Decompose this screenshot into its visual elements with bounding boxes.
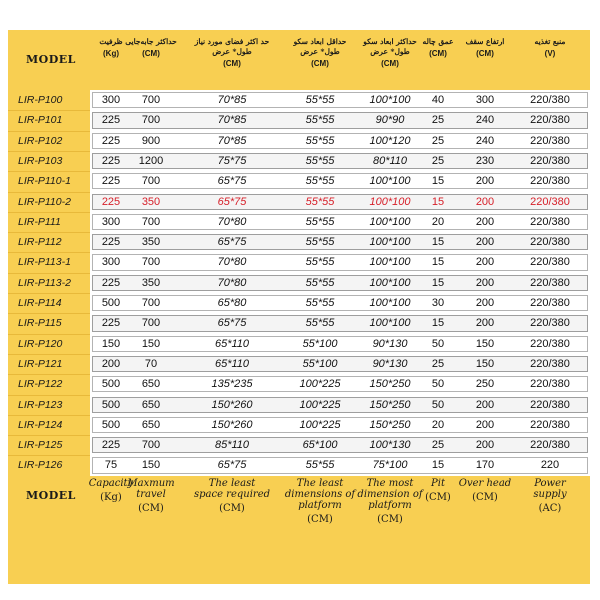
cell-max-platform: 90*130 xyxy=(372,357,408,370)
cell-power: 220/380 xyxy=(530,134,570,147)
cell-pit: 25 xyxy=(431,154,445,167)
model-name: LIR-P111 xyxy=(18,215,61,228)
cell-space: 65*80 xyxy=(217,297,247,309)
cell-capacity: 225 xyxy=(101,195,121,208)
table-row xyxy=(90,232,590,252)
cell-space: 70*85 xyxy=(217,114,247,127)
fa-header-col-6: عمق چاله (CM) xyxy=(422,37,454,58)
cell-space: 70*80 xyxy=(217,256,247,269)
cell-space: 65*75 xyxy=(217,175,247,188)
cell-overhead: 250 xyxy=(475,378,495,391)
model-name: LIR-P121 xyxy=(18,357,63,370)
cell-overhead: 170 xyxy=(475,459,495,472)
model-row-divider xyxy=(8,354,90,355)
model-row-divider xyxy=(8,273,90,274)
model-row-divider xyxy=(8,455,90,456)
model-row-divider xyxy=(8,395,90,396)
table-row xyxy=(90,354,590,374)
cell-pit: 25 xyxy=(431,357,445,370)
cell-pit: 20 xyxy=(431,418,445,431)
cell-pit: 15 xyxy=(431,276,445,289)
cell-space: 65*110 xyxy=(214,337,250,350)
cell-max-platform: 75*100 xyxy=(372,459,408,472)
model-name: LIR-P124 xyxy=(18,418,63,431)
cell-pit: 15 xyxy=(431,175,445,188)
cell-overhead: 200 xyxy=(475,297,495,309)
cell-capacity: 300 xyxy=(101,215,121,228)
table-row xyxy=(90,252,590,272)
cell-min-platform: 55*55 xyxy=(305,154,335,167)
en-header-col-8: Power supply (AC) xyxy=(533,478,567,514)
model-name: LIR-P110-2 xyxy=(18,195,71,208)
cell-capacity: 225 xyxy=(101,439,121,452)
cell-capacity: 300 xyxy=(101,94,121,106)
cell-travel: 650 xyxy=(141,418,161,431)
fa-header-col-3: حد اکثر فضای مورد نیاز طول* عرض (CM) xyxy=(194,37,270,68)
cell-capacity: 500 xyxy=(101,378,121,391)
fa-header-col-2: حداکثر جابه‌جایی (CM) xyxy=(125,37,177,58)
fa-header-col-7: ارتفاع سقف (CM) xyxy=(465,37,505,58)
cell-power: 220/380 xyxy=(530,154,570,167)
cell-overhead: 200 xyxy=(475,276,495,289)
cell-max-platform: 100*100 xyxy=(369,236,411,249)
cell-overhead: 200 xyxy=(475,256,495,269)
cell-capacity: 225 xyxy=(101,134,121,147)
cell-min-platform: 55*55 xyxy=(305,317,335,330)
fa-header-col-4: حداقل ابعاد سکو طول* عرض (CM) xyxy=(293,37,347,68)
cell-power: 220/380 xyxy=(530,357,570,370)
table-row xyxy=(90,90,590,110)
cell-travel: 150 xyxy=(141,459,161,472)
cell-space: 65*75 xyxy=(217,236,247,249)
en-header-col-4: The least dimensions of platform (CM) xyxy=(284,478,356,525)
cell-space: 65*75 xyxy=(217,195,247,208)
cell-space: 70*80 xyxy=(217,276,247,289)
cell-space: 65*75 xyxy=(217,459,247,472)
model-name: LIR-P114 xyxy=(18,297,62,309)
cell-max-platform: 100*100 xyxy=(369,297,411,309)
cell-max-platform: 150*250 xyxy=(369,418,411,431)
cell-capacity: 500 xyxy=(101,398,121,411)
cell-min-platform: 100*225 xyxy=(299,418,341,431)
cell-max-platform: 100*100 xyxy=(369,317,411,330)
fa-header-col-1: ظرفیت (Kg) xyxy=(99,37,123,58)
cell-min-platform: 55*100 xyxy=(302,357,338,370)
table-row xyxy=(90,273,590,293)
cell-capacity: 300 xyxy=(101,256,121,269)
model-name: LIR-P102 xyxy=(18,134,63,147)
cell-min-platform: 55*55 xyxy=(305,94,335,106)
cell-min-platform: 65*100 xyxy=(302,439,338,452)
cell-capacity: 500 xyxy=(101,297,121,309)
cell-travel: 70 xyxy=(144,357,158,370)
table-row xyxy=(90,151,590,171)
cell-min-platform: 55*100 xyxy=(302,337,338,350)
spec-table xyxy=(90,90,590,476)
fa-header-col-8: منبع تغذیه (V) xyxy=(534,37,566,58)
cell-power: 220/380 xyxy=(530,297,570,309)
model-name: LIR-P125 xyxy=(18,439,63,452)
cell-max-platform: 100*130 xyxy=(369,439,411,452)
cell-overhead: 200 xyxy=(475,317,495,330)
table-row xyxy=(90,313,590,333)
cell-overhead: 240 xyxy=(475,134,495,147)
model-name: LIR-P115 xyxy=(18,317,62,330)
cell-capacity: 225 xyxy=(101,236,121,249)
model-row-divider xyxy=(8,313,90,314)
cell-max-platform: 100*120 xyxy=(369,134,411,147)
cell-travel: 700 xyxy=(141,256,161,269)
cell-travel: 700 xyxy=(141,317,161,330)
cell-power: 220/380 xyxy=(530,236,570,249)
model-row-divider xyxy=(8,415,90,416)
cell-overhead: 240 xyxy=(475,114,495,127)
cell-min-platform: 55*55 xyxy=(305,215,335,228)
cell-travel: 350 xyxy=(141,276,161,289)
cell-overhead: 200 xyxy=(475,175,495,188)
cell-pit: 25 xyxy=(431,114,445,127)
cell-pit: 20 xyxy=(431,215,445,228)
cell-space: 85*110 xyxy=(214,439,250,452)
cell-travel: 650 xyxy=(141,398,161,411)
cell-travel: 700 xyxy=(141,175,161,188)
cell-capacity: 200 xyxy=(101,357,121,370)
cell-pit: 40 xyxy=(431,94,445,106)
cell-max-platform: 80*110 xyxy=(372,154,408,167)
cell-power: 220/380 xyxy=(530,378,570,391)
cell-capacity: 225 xyxy=(101,154,121,167)
cell-max-platform: 100*100 xyxy=(369,94,411,106)
model-row-divider xyxy=(8,151,90,152)
cell-pit: 15 xyxy=(431,459,445,472)
model-header-label: MODEL xyxy=(26,53,76,66)
table-row xyxy=(90,293,590,313)
table-row xyxy=(90,415,590,435)
cell-power: 220/380 xyxy=(530,175,570,188)
cell-space: 135*235 xyxy=(211,378,253,391)
model-row-divider xyxy=(8,212,90,213)
cell-power: 220/380 xyxy=(530,276,570,289)
cell-power: 220/380 xyxy=(530,398,570,411)
model-row-divider xyxy=(8,374,90,375)
en-header-col-7: Over head (CM) xyxy=(458,478,512,503)
table-row xyxy=(90,455,590,475)
model-row-divider xyxy=(8,293,90,294)
en-header-col-2: Maxmum travel (CM) xyxy=(127,478,175,514)
model-row-divider xyxy=(8,252,90,253)
model-row-divider xyxy=(8,131,90,132)
table-row xyxy=(90,334,590,354)
cell-space: 75*75 xyxy=(217,154,247,167)
cell-min-platform: 100*225 xyxy=(299,378,341,391)
cell-overhead: 200 xyxy=(475,439,495,452)
cell-overhead: 200 xyxy=(475,195,495,208)
cell-overhead: 300 xyxy=(475,94,495,106)
model-row-divider xyxy=(8,334,90,335)
cell-capacity: 225 xyxy=(101,114,121,127)
cell-power: 220 xyxy=(540,459,560,472)
cell-travel: 1200 xyxy=(138,154,164,167)
cell-min-platform: 55*55 xyxy=(305,114,335,127)
cell-pit: 50 xyxy=(431,378,445,391)
cell-max-platform: 150*250 xyxy=(369,398,411,411)
cell-capacity: 225 xyxy=(101,276,121,289)
cell-space: 65*110 xyxy=(214,357,250,370)
cell-overhead: 230 xyxy=(475,154,495,167)
cell-min-platform: 55*55 xyxy=(305,134,335,147)
cell-travel: 700 xyxy=(141,114,161,127)
cell-travel: 700 xyxy=(141,94,161,106)
model-name: LIR-P103 xyxy=(18,154,63,167)
cell-power: 220/380 xyxy=(530,418,570,431)
cell-pit: 15 xyxy=(431,317,445,330)
table-row xyxy=(90,192,590,212)
cell-max-platform: 90*90 xyxy=(375,114,405,127)
model-name: LIR-P123 xyxy=(18,398,63,411)
cell-max-platform: 100*100 xyxy=(369,175,411,188)
cell-power: 220/380 xyxy=(530,317,570,330)
cell-overhead: 200 xyxy=(475,398,495,411)
table-row xyxy=(90,110,590,130)
cell-overhead: 200 xyxy=(475,215,495,228)
fa-header-col-5: حداکثر ابعاد سکو طول* عرض (CM) xyxy=(363,37,417,68)
cell-pit: 50 xyxy=(431,337,445,350)
model-name: LIR-P110-1 xyxy=(18,175,71,188)
model-row-divider xyxy=(8,171,90,172)
model-name: LIR-P122 xyxy=(18,378,63,391)
cell-travel: 700 xyxy=(141,439,161,452)
model-row-divider xyxy=(8,110,90,111)
model-row-divider xyxy=(8,435,90,436)
en-header-col-3: The least space required (CM) xyxy=(193,478,271,514)
model-name: LIR-P113-1 xyxy=(18,256,71,269)
cell-capacity: 225 xyxy=(101,317,121,330)
en-header-col-1: Capacity (Kg) xyxy=(88,478,134,503)
cell-max-platform: 100*100 xyxy=(369,276,411,289)
cell-space: 70*85 xyxy=(217,94,247,106)
table-row xyxy=(90,395,590,415)
cell-power: 220/380 xyxy=(530,337,570,350)
en-header-col-6: Pit (CM) xyxy=(425,478,451,503)
cell-power: 220/380 xyxy=(530,94,570,106)
model-name: LIR-P101 xyxy=(18,114,63,127)
cell-min-platform: 55*55 xyxy=(305,276,335,289)
cell-capacity: 225 xyxy=(101,175,121,188)
cell-capacity: 150 xyxy=(101,337,121,350)
table-row xyxy=(90,435,590,455)
cell-min-platform: 55*55 xyxy=(305,195,335,208)
cell-max-platform: 90*130 xyxy=(372,337,408,350)
cell-space: 150*260 xyxy=(211,398,253,411)
cell-travel: 700 xyxy=(141,215,161,228)
cell-capacity: 75 xyxy=(104,459,118,472)
cell-pit: 50 xyxy=(431,398,445,411)
cell-travel: 150 xyxy=(141,337,161,350)
cell-travel: 350 xyxy=(141,195,161,208)
cell-space: 70*80 xyxy=(217,215,247,228)
cell-pit: 30 xyxy=(431,297,445,309)
cell-pit: 15 xyxy=(431,256,445,269)
cell-power: 220/380 xyxy=(530,256,570,269)
cell-travel: 650 xyxy=(141,378,161,391)
cell-space: 70*85 xyxy=(217,134,247,147)
cell-min-platform: 55*55 xyxy=(305,175,335,188)
model-name: LIR-P113-2 xyxy=(18,276,71,289)
cell-power: 220/380 xyxy=(530,215,570,228)
cell-overhead: 150 xyxy=(475,337,495,350)
model-name: LIR-P120 xyxy=(18,337,63,350)
cell-overhead: 150 xyxy=(475,357,495,370)
cell-min-platform: 55*55 xyxy=(305,256,335,269)
cell-max-platform: 150*250 xyxy=(369,378,411,391)
cell-pit: 15 xyxy=(431,195,445,208)
cell-travel: 700 xyxy=(141,297,161,309)
cell-max-platform: 100*100 xyxy=(369,215,411,228)
model-footer-label: MODEL xyxy=(26,489,76,502)
cell-max-platform: 100*100 xyxy=(369,195,411,208)
cell-space: 65*75 xyxy=(217,317,247,330)
cell-overhead: 200 xyxy=(475,236,495,249)
cell-max-platform: 100*100 xyxy=(369,256,411,269)
model-name: LIR-P126 xyxy=(18,459,63,472)
cell-overhead: 200 xyxy=(475,418,495,431)
model-name: LIR-P112 xyxy=(18,236,62,249)
cell-pit: 25 xyxy=(431,439,445,452)
cell-pit: 25 xyxy=(431,134,445,147)
cell-min-platform: 55*55 xyxy=(305,236,335,249)
cell-travel: 900 xyxy=(141,134,161,147)
model-row-divider xyxy=(8,192,90,193)
cell-power: 220/380 xyxy=(530,439,570,452)
cell-min-platform: 100*225 xyxy=(299,398,341,411)
cell-min-platform: 55*55 xyxy=(305,297,335,309)
model-row-divider xyxy=(8,232,90,233)
table-row xyxy=(90,131,590,151)
cell-pit: 15 xyxy=(431,236,445,249)
en-header-col-5: The most dimension of platform (CM) xyxy=(357,478,423,525)
cell-min-platform: 55*55 xyxy=(305,459,335,472)
cell-travel: 350 xyxy=(141,236,161,249)
table-row xyxy=(90,212,590,232)
model-name: LIR-P100 xyxy=(18,94,63,106)
table-row xyxy=(90,171,590,191)
cell-power: 220/380 xyxy=(530,195,570,208)
cell-power: 220/380 xyxy=(530,114,570,127)
cell-space: 150*260 xyxy=(211,418,253,431)
table-row xyxy=(90,374,590,394)
cell-capacity: 500 xyxy=(101,418,121,431)
